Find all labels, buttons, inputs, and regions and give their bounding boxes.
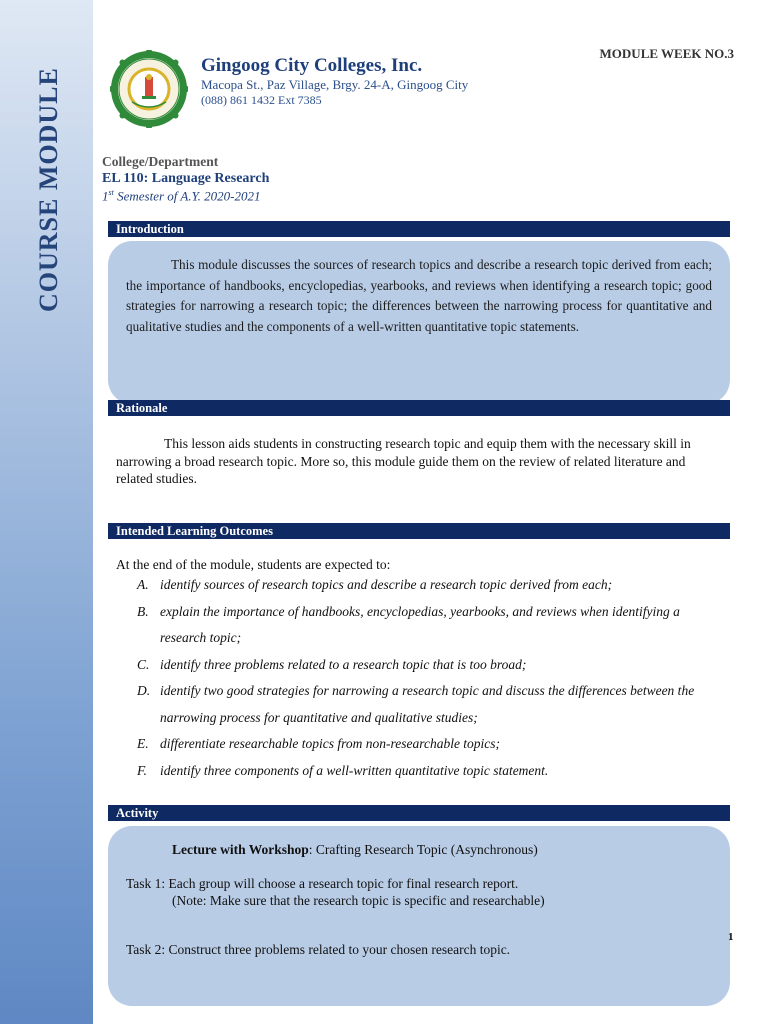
introduction-heading: Introduction (108, 221, 730, 237)
outcome-item (137, 652, 727, 679)
outcome-letter: E. (137, 736, 149, 751)
college-phone: (088) 861 1432 Ext 7385 (201, 93, 322, 107)
page-number: 1 (728, 931, 734, 943)
outcome-item (137, 599, 727, 652)
outcome-text: identify three problems related to a research topic that is too broad; (160, 656, 527, 672)
outcomes-list (137, 572, 727, 784)
outcome-item (137, 678, 727, 731)
activity-task-2: Task 2: Construct three problems related to your chosen research topic. (126, 942, 511, 957)
activity-task-1: Task 1: Each group will choose a research topic for final research report. (126, 876, 519, 891)
outcome-text: identify sources of research topics and describe a research topic derived from each; (160, 577, 613, 592)
introduction-text: This module discusses the sources of research topics and describe a research topic derived from each; the importance of handbooks, encyclopedias, yearbooks, and reviews when identifying a research topic; good strategies for narrowing a research topic; the differences between the narrowing process for quantitative and qualitative studies and the components of a well-written quantitative topic statements. (126, 257, 712, 334)
outcome-letter: A. (137, 577, 149, 592)
activity-heading: Activity (108, 805, 730, 821)
outcome-item (137, 572, 727, 599)
outcomes-lead: At the end of the module, students are expected to: (116, 557, 391, 572)
course-title: EL 110: Language Research (102, 171, 270, 186)
outcome-letter: D. (137, 683, 151, 698)
rationale-text: This lesson aids students in constructing research topic and equip them with the necessary skill in narrowing a broad research topic. More so, this module guide them on the review of related literature and related studies. (116, 436, 691, 486)
outcome-letter: C. (137, 656, 150, 672)
activity-task-1-note: (Note: Make sure that the research topic is specific and researchable) (172, 893, 545, 908)
college-address: Macopa St., Paz Village, Brgy. 24-A, Gingoog City (201, 77, 469, 92)
outcome-text: explain the importance of handbooks, encyclopedias, yearbooks, and reviews when identifying a research topic; (160, 603, 680, 645)
outcome-item (137, 758, 727, 785)
outcome-item (137, 731, 727, 758)
sidebar (0, 0, 93, 1024)
college-seal-logo (110, 50, 188, 128)
outcomes-heading: Intended Learning Outcomes (108, 523, 730, 539)
activity-title: Lecture with Workshop: Crafting Research Topic (Asynchronous) (172, 842, 538, 857)
outcome-text: identify two good strategies for narrowing a research topic and discuss the differences between the narrowing process for quantitative and qualitative studies; (160, 683, 695, 725)
module-week-label: MODULE WEEK NO.3 (599, 46, 734, 61)
semester-label: 1st Semester of A.Y. 2020-2021 (102, 188, 261, 204)
rationale-heading: Rationale (108, 400, 730, 416)
sidebar-title: COURSE MODULE (34, 67, 63, 312)
college-name: Gingoog City Colleges, Inc. (201, 55, 423, 76)
outcome-letter: B. (137, 603, 149, 619)
outcome-letter: F. (137, 762, 147, 778)
outcome-text: identify three components of a well-written quantitative topic statement. (160, 762, 549, 778)
department-label: College/Department (102, 154, 219, 169)
outcome-text: differentiate researchable topics from non-researchable topics; (160, 736, 501, 751)
